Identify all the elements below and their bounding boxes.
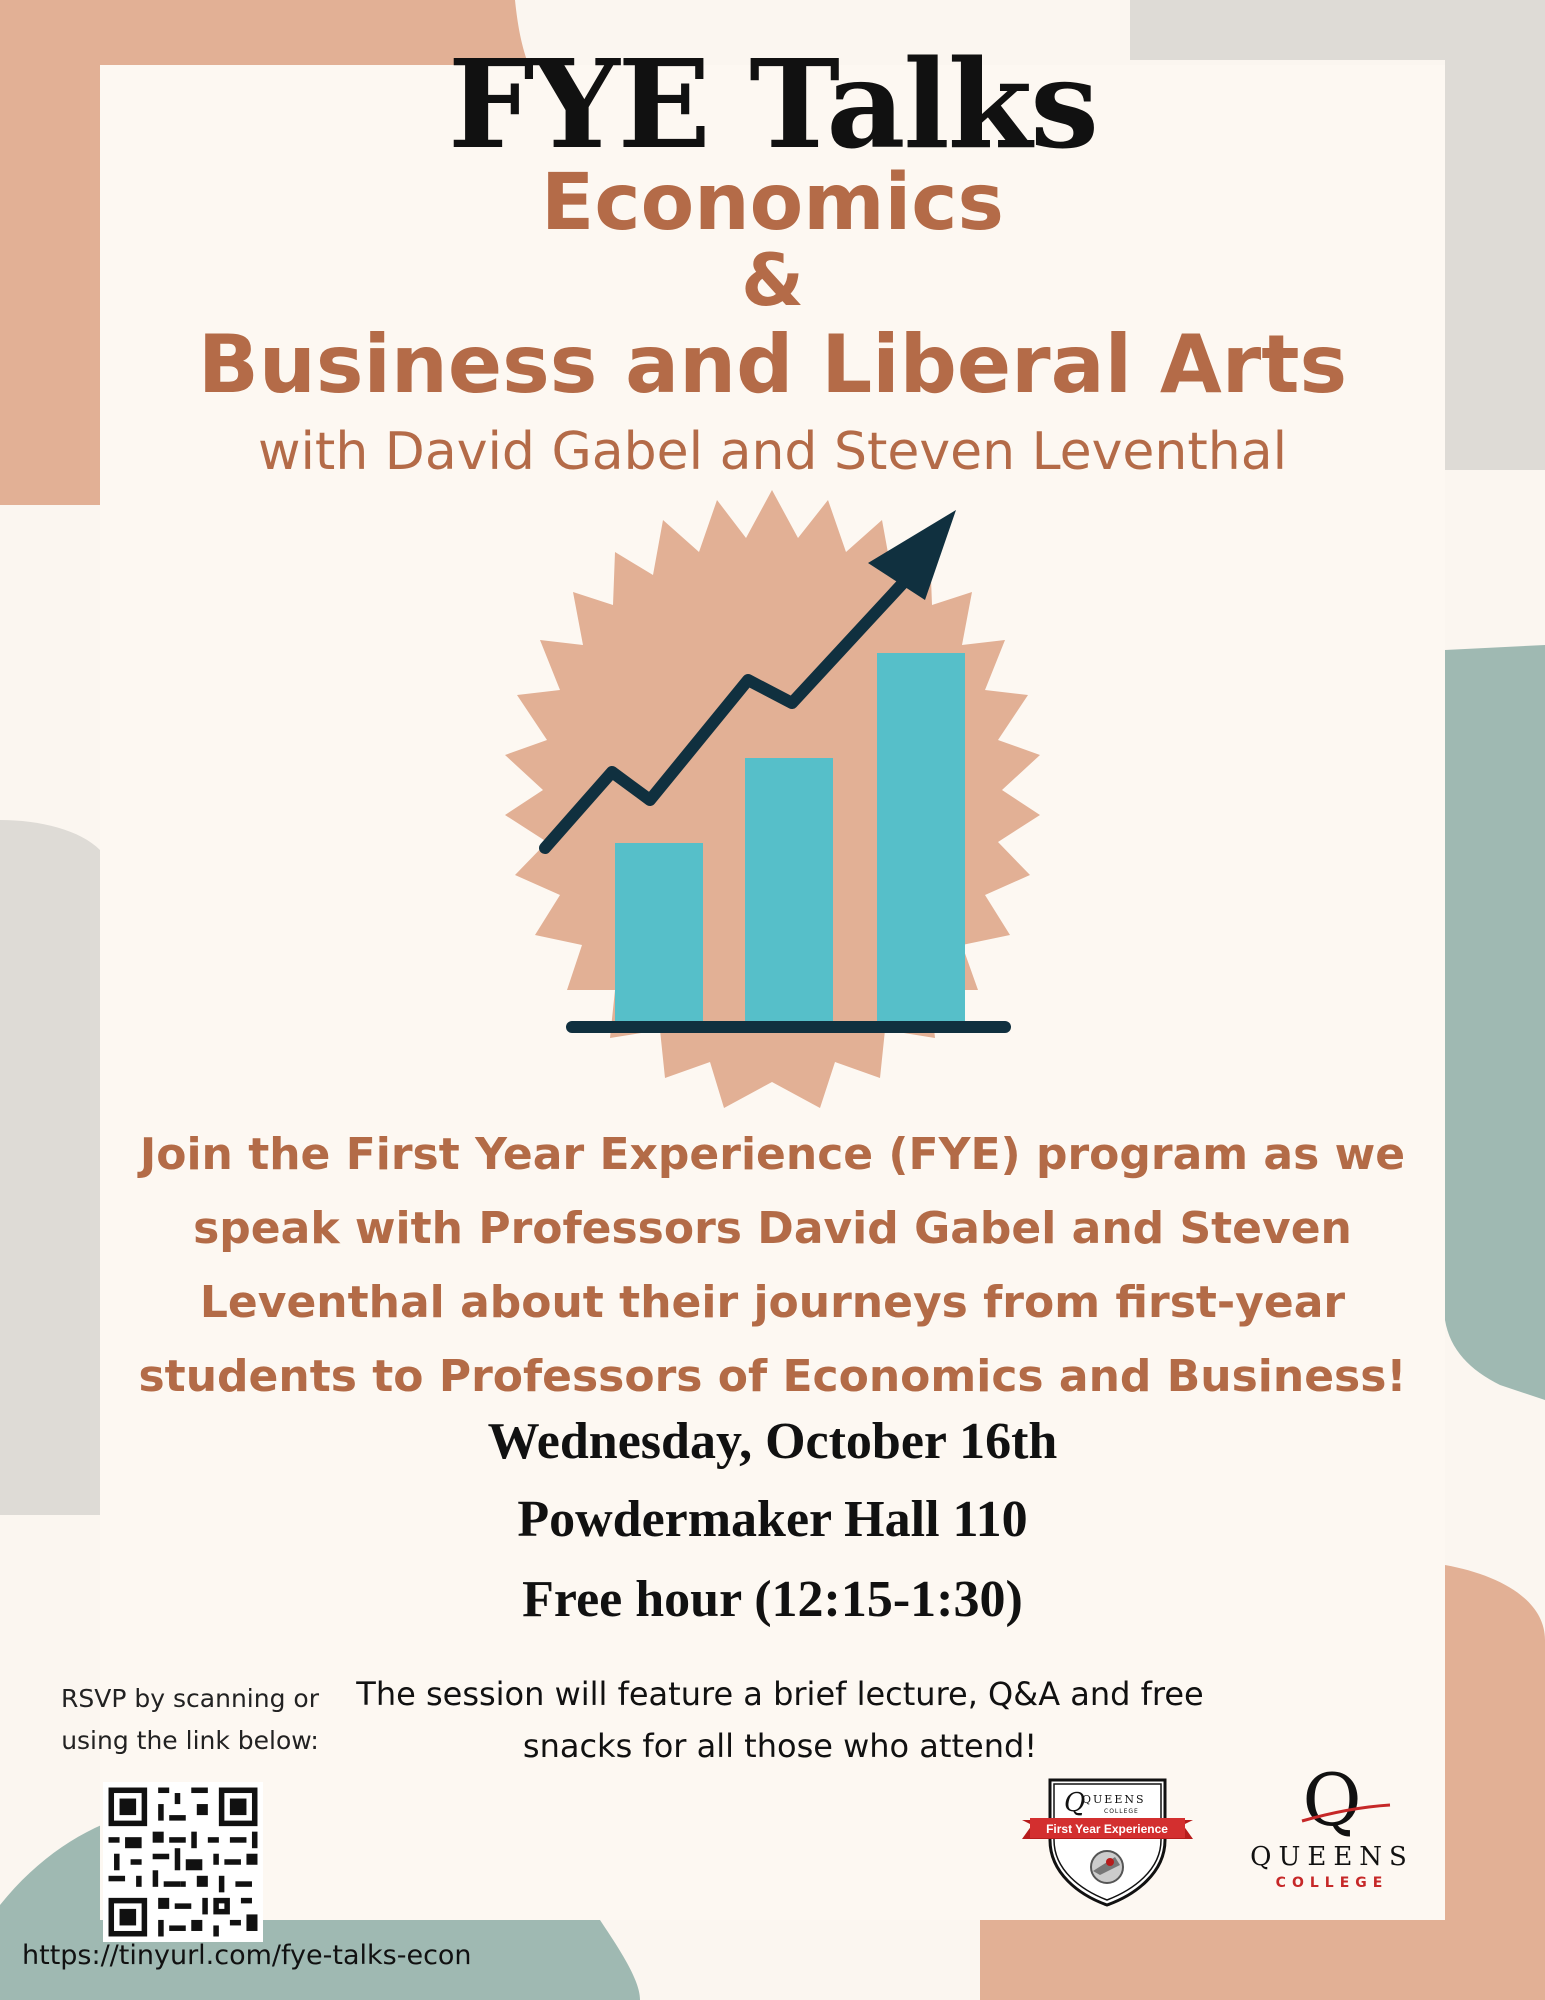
- fye-badge-ribbon: First Year Experience: [1046, 1822, 1168, 1836]
- rsvp-instructions: RSVP by scanning or using the link below:: [61, 1684, 319, 1755]
- event-location: Powdermaker Hall 110: [517, 1491, 1028, 1548]
- event-date: Wednesday, October 16th: [487, 1413, 1058, 1470]
- fye-badge-brand: QUEENS: [1082, 1793, 1146, 1806]
- subtitle-economics: Economics: [541, 158, 1004, 248]
- presenters-line: with David Gabel and Steven Leventhal: [257, 422, 1288, 482]
- bar-2: [745, 758, 833, 1023]
- queens-college-logo: [1240, 1755, 1425, 1905]
- session-details: The session will feature a brief lecture, Q&A and free snacks for all those who attend!: [356, 1675, 1204, 1765]
- qc-letter: Q: [1302, 1758, 1362, 1842]
- subtitle-business-liberal-arts: Business and Liberal Arts: [197, 318, 1348, 411]
- subtitle-ampersand: &: [741, 238, 804, 322]
- fye-badge-logo: [1020, 1765, 1195, 1910]
- event-time: Free hour (12:15-1:30): [522, 1571, 1023, 1628]
- event-description: Join the First Year Experience (FYE) program as we speak with Professors David Gabel and Steven Leventhal about their journeys from first-year students to Professors of Economics and Business!: [138, 1129, 1407, 1402]
- qc-sub: COLLEGE: [1275, 1875, 1389, 1891]
- page-title: FYE Talks: [448, 32, 1097, 176]
- bar-3: [877, 653, 965, 1023]
- fye-badge-sub: COLLEGE: [1104, 1808, 1139, 1815]
- svg-text:Q: Q: [1064, 1788, 1086, 1818]
- qc-name: QUEENS: [1250, 1842, 1414, 1872]
- rsvp-link[interactable]: https://tinyurl.com/fye-talks-econ: [22, 1940, 472, 1971]
- bar-1: [615, 843, 703, 1023]
- qr-code[interactable]: [103, 1782, 263, 1942]
